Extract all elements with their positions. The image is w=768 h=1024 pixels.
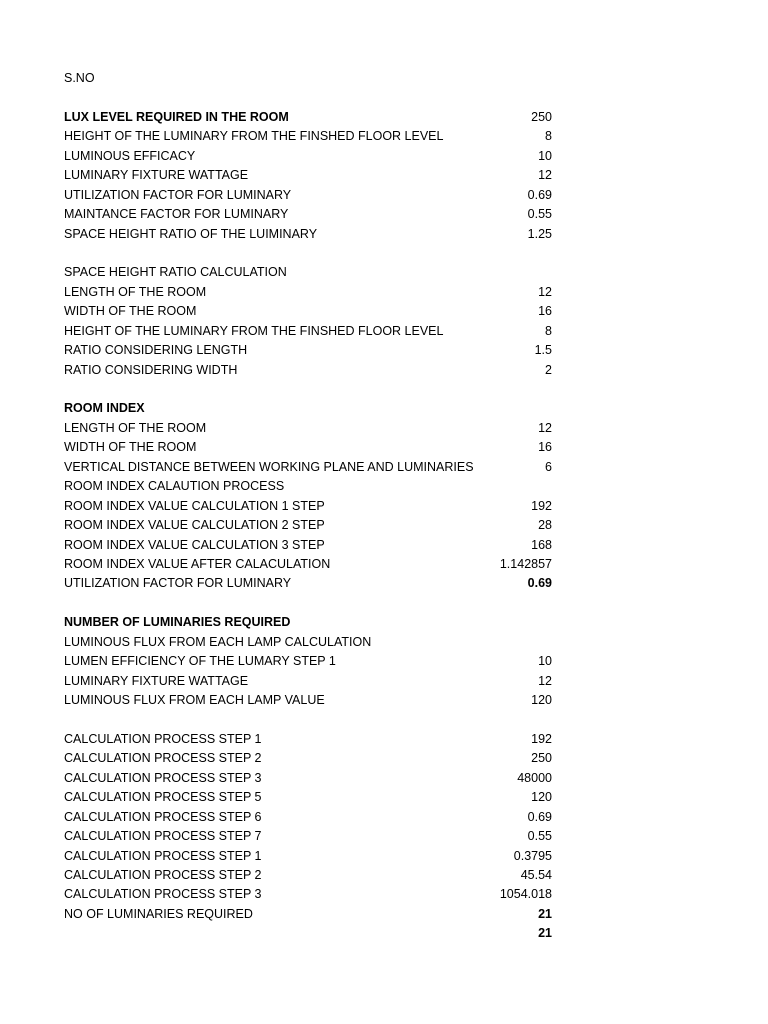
- sheet-row: [64, 847, 552, 866]
- sheet-row: [64, 322, 552, 341]
- row-label: ROOM INDEX VALUE CALCULATION 3 STEP: [64, 537, 325, 552]
- sheet-row: [64, 244, 552, 263]
- row-value: 16: [538, 440, 552, 455]
- sheet-row: [64, 477, 552, 496]
- row-value: 48000: [517, 770, 552, 785]
- row-label: ROOM INDEX VALUE AFTER CALACULATION: [64, 556, 331, 571]
- row-value: 1.25: [527, 226, 552, 241]
- sheet-row: [64, 263, 552, 282]
- row-label: LUMEN EFFICIENCY OF THE LUMARY STEP 1: [64, 654, 336, 669]
- row-label: LENGTH OF THE ROOM: [64, 284, 207, 299]
- sheet-row: [64, 536, 552, 555]
- row-value: 0.55: [527, 207, 552, 222]
- row-value: 120: [531, 790, 552, 805]
- row-label: LUMINARY FIXTURE WATTAGE: [64, 673, 249, 688]
- row-label: CALCULATION PROCESS STEP 2: [64, 867, 262, 882]
- sheet-row: [64, 769, 552, 788]
- row-value: 12: [538, 673, 552, 688]
- sheet-row: [64, 730, 552, 749]
- row-value: 1054.018: [499, 887, 552, 902]
- sheet-row: [64, 147, 552, 166]
- sheet-row: [64, 516, 552, 535]
- sheet-row: [64, 341, 552, 360]
- sheet-row: [64, 225, 552, 244]
- sheet-row: [64, 691, 552, 710]
- sheet-row: [64, 458, 552, 477]
- sheet-row: [64, 633, 552, 652]
- sheet-row: [64, 166, 552, 185]
- sheet-row: [64, 788, 552, 807]
- row-value: 45.54: [520, 867, 552, 882]
- sheet-row: [64, 419, 552, 438]
- row-label: UTILIZATION FACTOR FOR LUMINARY: [64, 576, 292, 591]
- sheet-row: [64, 438, 552, 457]
- row-label: ROOM INDEX: [64, 401, 145, 416]
- row-value: 12: [538, 168, 552, 183]
- row-value: 28: [538, 518, 552, 533]
- row-label: CALCULATION PROCESS STEP 2: [64, 751, 262, 766]
- row-label: CALCULATION PROCESS STEP 5: [64, 790, 262, 805]
- row-value: 8: [545, 129, 552, 144]
- row-value: 2: [545, 362, 552, 377]
- row-value: 250: [531, 751, 552, 766]
- row-value: 0.69: [527, 809, 552, 824]
- row-label: HEIGHT OF THE LUMINARY FROM THE FINSHED FLOOR LEVEL: [64, 129, 444, 144]
- sheet-row: [64, 205, 552, 224]
- row-label: CALCULATION PROCESS STEP 3: [64, 770, 262, 785]
- sheet-row: [64, 808, 552, 827]
- row-label: CALCULATION PROCESS STEP 3: [64, 887, 262, 902]
- sheet-row: [64, 905, 552, 924]
- row-label: LUMINOUS EFFICACY: [64, 148, 196, 163]
- row-value: 120: [531, 693, 552, 707]
- sheet-row: [64, 574, 552, 593]
- sheet-row: [64, 108, 552, 127]
- row-value: 192: [531, 498, 552, 513]
- sheet-row: [64, 302, 552, 321]
- sheet-row: [64, 380, 552, 399]
- row-label: RATIO CONSIDERING LENGTH: [64, 343, 248, 358]
- row-label: LUMINARY FIXTURE WATTAGE: [64, 168, 249, 183]
- sheet-row: [64, 361, 552, 380]
- row-value: 10: [538, 654, 552, 669]
- row-label: WIDTH OF THE ROOM: [64, 304, 197, 319]
- row-label: ROOM INDEX VALUE CALCULATION 2 STEP: [64, 518, 325, 533]
- row-label: NUMBER OF LUMINARIES REQUIRED: [64, 615, 291, 630]
- row-label: CALCULATION PROCESS STEP 1: [64, 731, 262, 746]
- row-value: 8: [545, 323, 552, 338]
- row-label: CALCULATION PROCESS STEP 7: [64, 829, 262, 844]
- row-value: 168: [531, 537, 552, 552]
- row-label: HEIGHT OF THE LUMINARY FROM THE FINSHED FLOOR LEVEL: [64, 323, 444, 338]
- sheet-row: [64, 88, 552, 107]
- sheet-row: [64, 127, 552, 146]
- sheet-row: [64, 924, 552, 943]
- sheet-row: [64, 672, 552, 691]
- row-label: CALCULATION PROCESS STEP 1: [64, 848, 262, 863]
- row-value: 250: [531, 109, 552, 124]
- row-label: S.NO: [64, 71, 95, 85]
- row-label: NO OF LUMINARIES REQUIRED: [64, 906, 253, 921]
- row-value: 192: [531, 731, 552, 746]
- row-label: MAINTANCE FACTOR FOR LUMINARY: [64, 207, 289, 222]
- row-label: LUX LEVEL REQUIRED IN THE ROOM: [64, 109, 289, 124]
- row-value: 16: [538, 304, 552, 319]
- row-value: 21: [538, 906, 552, 921]
- sheet-row: [64, 283, 552, 302]
- sheet-row: [64, 497, 552, 516]
- row-value: 12: [538, 420, 552, 435]
- sheet-row: [64, 613, 552, 632]
- row-value: 6: [545, 459, 552, 474]
- row-value: 10: [538, 148, 552, 163]
- row-label: WIDTH OF THE ROOM: [64, 440, 197, 455]
- row-label: RATIO CONSIDERING WIDTH: [64, 362, 238, 377]
- sheet-row: [64, 186, 552, 205]
- spreadsheet: [64, 69, 552, 944]
- row-label: VERTICAL DISTANCE BETWEEN WORKING PLANE AND LUMINARIES: [64, 459, 474, 474]
- sheet-row: [64, 749, 552, 768]
- row-label: LENGTH OF THE ROOM: [64, 420, 207, 435]
- row-value: 12: [538, 284, 552, 299]
- row-value: 0.69: [527, 187, 552, 202]
- row-label: LUMINOUS FLUX FROM EACH LAMP CALCULATION: [64, 634, 372, 649]
- sheet-row: [64, 555, 552, 574]
- row-value: 0.55: [527, 829, 552, 844]
- row-value: 21: [538, 926, 552, 941]
- row-label: ROOM INDEX VALUE CALCULATION 1 STEP: [64, 498, 325, 513]
- row-label: CALCULATION PROCESS STEP 6: [64, 809, 262, 824]
- row-label: ROOM INDEX CALAUTION PROCESS: [64, 479, 285, 494]
- sheet-row: [64, 69, 552, 88]
- sheet-row: [64, 866, 552, 885]
- row-label: UTILIZATION FACTOR FOR LUMINARY: [64, 187, 292, 202]
- row-label: LUMINOUS FLUX FROM EACH LAMP VALUE: [64, 693, 325, 707]
- row-label: SPACE HEIGHT RATIO CALCULATION: [64, 265, 287, 280]
- sheet-row: [64, 710, 552, 729]
- sheet-row: [64, 594, 552, 613]
- sheet-row: [64, 652, 552, 671]
- row-value: 1.142857: [499, 556, 552, 571]
- sheet-row: [64, 885, 552, 904]
- row-value: 0.3795: [513, 848, 552, 863]
- row-value: 0.69: [527, 576, 552, 591]
- row-value: 1.5: [534, 343, 552, 358]
- row-label: SPACE HEIGHT RATIO OF THE LUIMINARY: [64, 226, 318, 241]
- sheet-row: [64, 827, 552, 846]
- sheet-row: [64, 399, 552, 418]
